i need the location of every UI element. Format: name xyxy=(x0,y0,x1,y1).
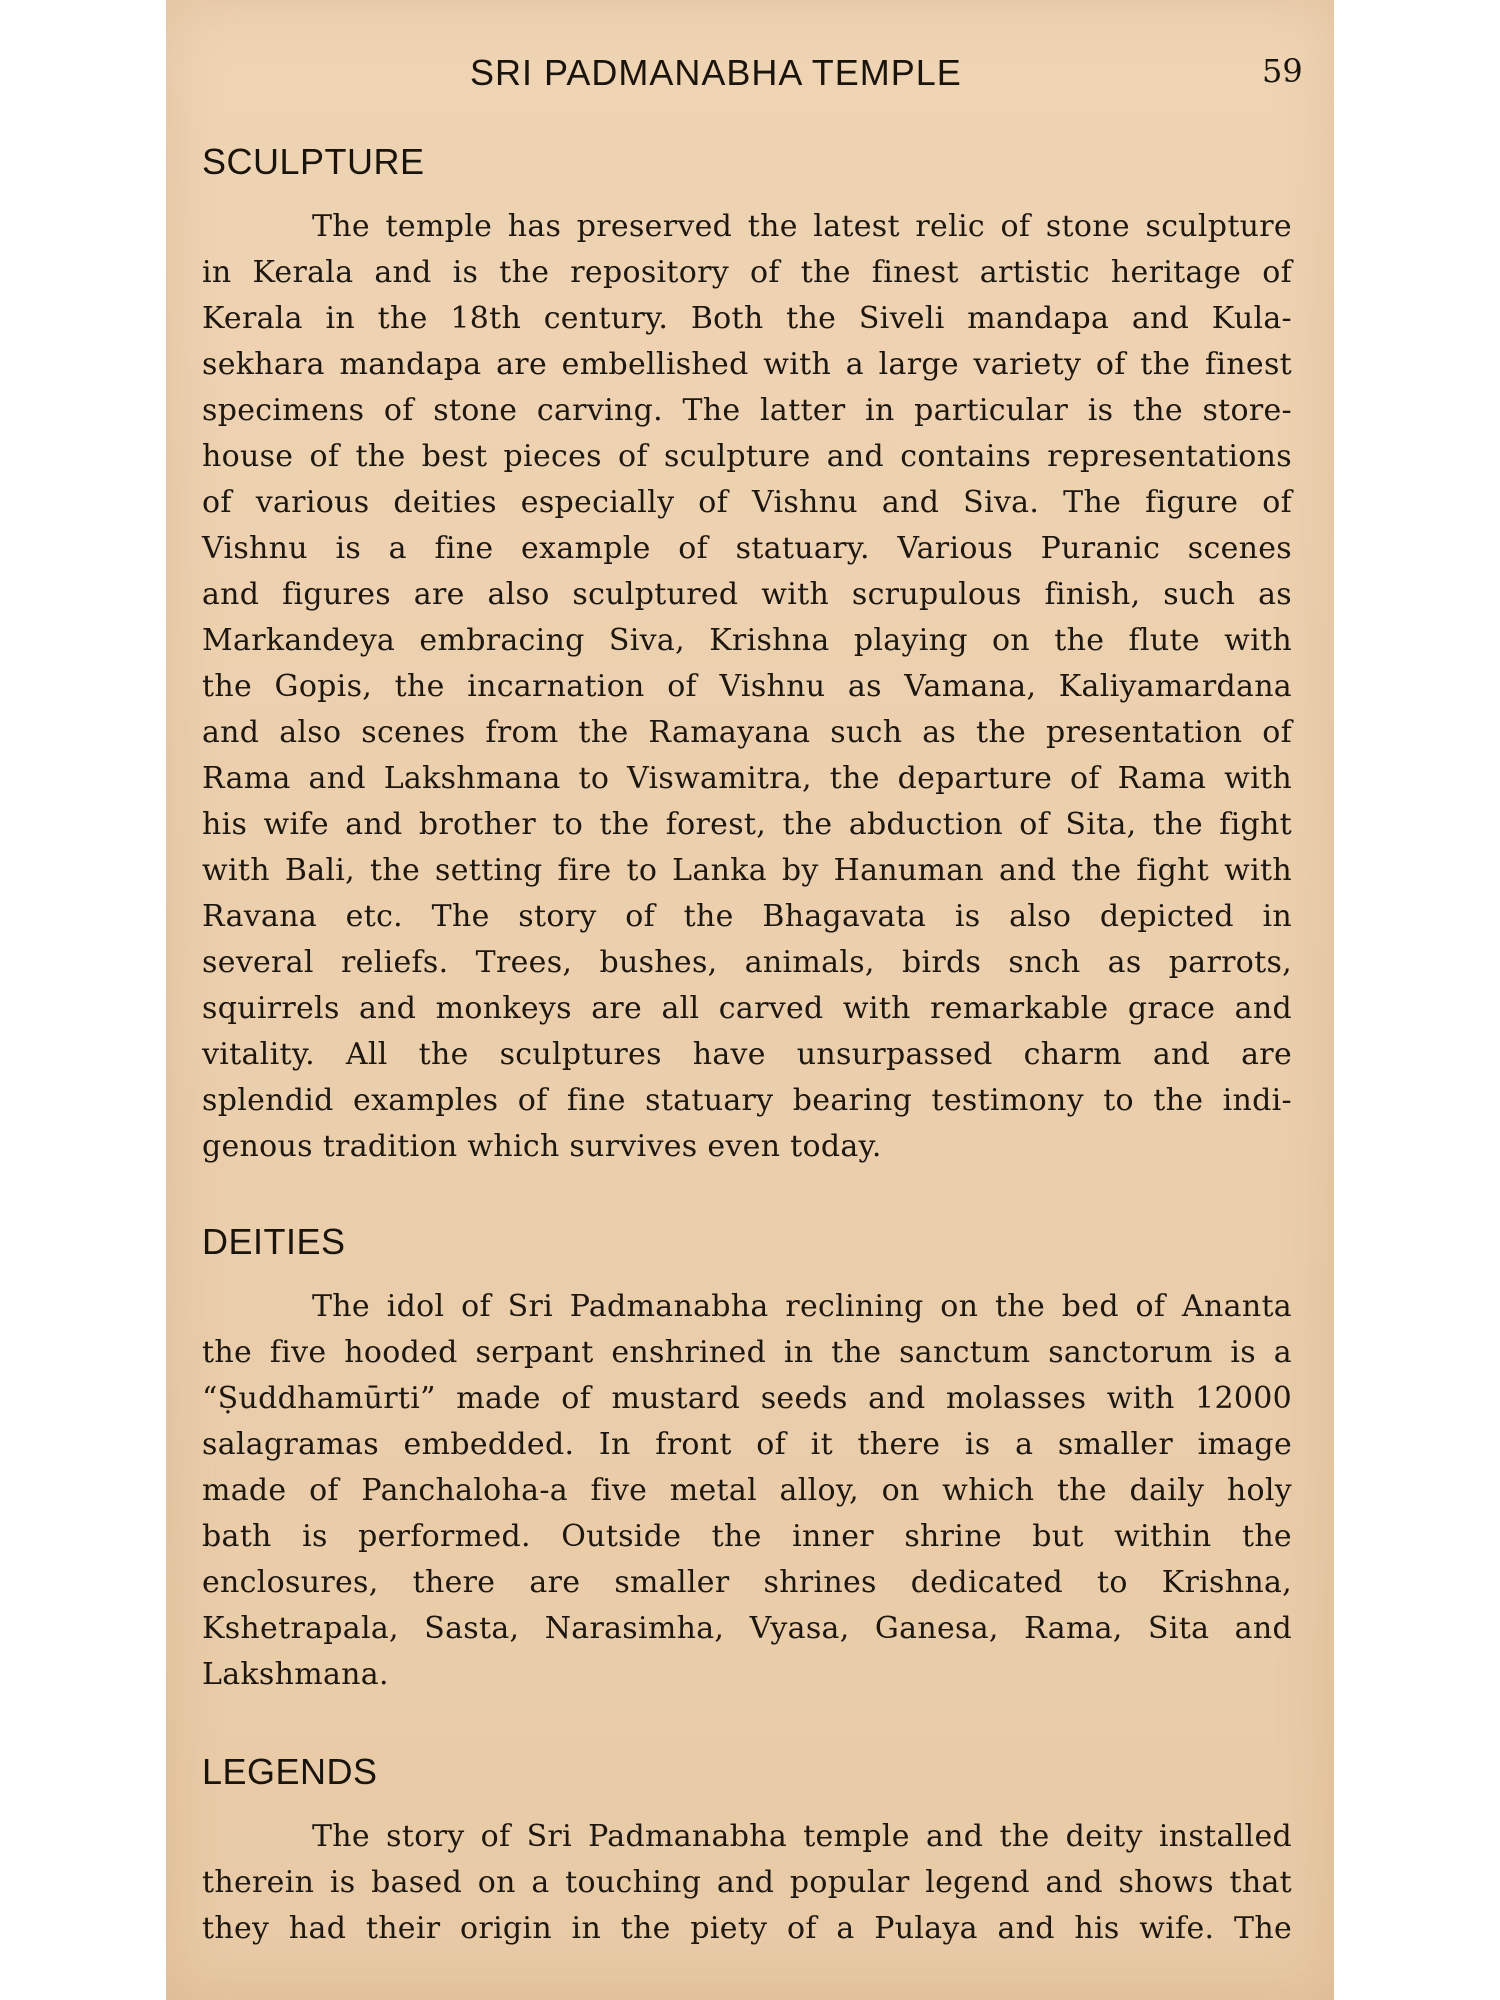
text-line: sekhara mandapa are embellished with a large variety of the finest xyxy=(202,347,1292,382)
paragraph xyxy=(202,204,1292,1170)
text-line: his wife and brother to the forest, the abduction of Sita, the fight xyxy=(202,807,1292,842)
section-heading: SCULPTURE xyxy=(202,141,425,182)
text-line: vitality. All the sculptures have unsurpassed charm and are xyxy=(202,1037,1292,1072)
text-line: Kerala in the 18th century. Both the Siveli mandapa and Kula- xyxy=(202,301,1292,336)
text-line: Rama and Lakshmana to Viswamitra, the departure of Rama with xyxy=(202,761,1292,796)
text-line: and figures are also sculptured with scrupulous finish, such as xyxy=(202,577,1292,612)
text-line: and also scenes from the Ramayana such as the presentation of xyxy=(202,715,1292,750)
text-line: the five hooded serpant enshrined in the sanctum sanctorum is a xyxy=(202,1335,1292,1370)
text-line: Vishnu is a fine example of statuary. Various Puranic scenes xyxy=(202,531,1292,566)
text-line: they had their origin in the piety of a Pulaya and his wife. The xyxy=(202,1911,1292,1946)
text-line: made of Panchaloha-a five metal alloy, on which the daily holy xyxy=(202,1473,1292,1508)
section-sculpture xyxy=(202,140,1292,1170)
text-line: enclosures, there are smaller shrines dedicated to Krishna, xyxy=(202,1565,1292,1600)
text-line: with Bali, the setting fire to Lanka by Hanuman and the fight with xyxy=(202,853,1292,888)
text-line: Lakshmana. xyxy=(202,1657,389,1692)
text-line: splendid examples of fine statuary bearing testimony to the indi- xyxy=(202,1083,1292,1118)
section-legends xyxy=(202,1750,1292,1952)
text-line: The temple has preserved the latest relic of stone sculpture xyxy=(312,209,1292,244)
running-header xyxy=(166,52,1334,102)
text-line: house of the best pieces of sculpture and contains representations xyxy=(202,439,1292,474)
text-line: The story of Sri Padmanabha temple and the deity installed xyxy=(312,1819,1292,1854)
text-line: therein is based on a touching and popular legend and shows that xyxy=(202,1865,1292,1900)
text-line: several reliefs. Trees, bushes, animals, birds snch as parrots, xyxy=(202,945,1292,980)
paragraph xyxy=(202,1814,1292,1952)
text-line: bath is performed. Outside the inner shrine but within the xyxy=(202,1519,1292,1554)
text-line: the Gopis, the incarnation of Vishnu as Vamana, Kaliyamardana xyxy=(202,669,1292,704)
text-line: The idol of Sri Padmanabha reclining on the bed of Ananta xyxy=(312,1289,1292,1324)
text-line: Ravana etc. The story of the Bhagavata is also depicted in xyxy=(202,899,1292,934)
section-deities xyxy=(202,1220,1292,1698)
page-number: 59 xyxy=(1262,52,1303,90)
text-line: Markandeya embracing Siva, Krishna playing on the flute with xyxy=(202,623,1292,658)
section-heading: DEITIES xyxy=(202,1221,346,1262)
text-line: salagramas embedded. In front of it there is a smaller image xyxy=(202,1427,1292,1462)
text-line: “Ṣuddhamūrti” made of mustard seeds and molasses with 12000 xyxy=(202,1381,1292,1416)
section-heading: LEGENDS xyxy=(202,1751,378,1792)
text-line: of various deities especially of Vishnu and Siva. The figure of xyxy=(202,485,1292,520)
text-line: squirrels and monkeys are all carved with remarkable grace and xyxy=(202,991,1292,1026)
text-line: in Kerala and is the repository of the finest artistic heritage of xyxy=(202,255,1292,290)
text-line: Kshetrapala, Sasta, Narasimha, Vyasa, Ganesa, Rama, Sita and xyxy=(202,1611,1292,1646)
book-page xyxy=(166,0,1334,2000)
text-line: genous tradition which survives even today. xyxy=(202,1129,882,1164)
running-title: SRI PADMANABHA TEMPLE xyxy=(470,52,962,93)
paragraph xyxy=(202,1284,1292,1698)
text-line: specimens of stone carving. The latter in particular is the store- xyxy=(202,393,1292,428)
